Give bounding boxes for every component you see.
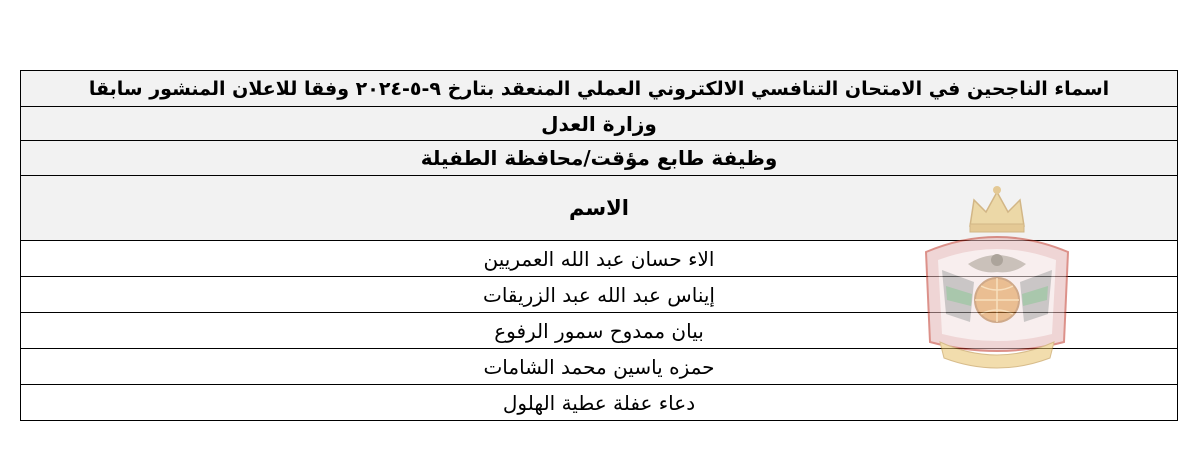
table-row [21,241,1178,277]
title-row [21,71,1178,107]
results-table [20,70,1178,421]
document-title: اسماء الناجحين في الامتحان التنافسي الالكتروني العملي المنعقد بتارخ ٩-٥-٢٠٢٤ وفقا للاعلان المنشور سابقا [21,71,1178,107]
job-row [21,141,1178,176]
name-cell: إيناس عبد الله عبد الزريقات [21,277,1178,313]
ministry-row [21,107,1178,141]
column-header-name: الاسم [21,176,1178,241]
name-cell: حمزه ياسين محمد الشامات [21,349,1178,385]
table-row [21,313,1178,349]
table-row [21,277,1178,313]
table-row [21,385,1178,421]
results-sheet [20,70,1178,421]
column-header-row [21,176,1178,241]
name-cell: بيان ممدوح سمور الرفوع [21,313,1178,349]
name-cell: الاء حسان عبد الله العمريين [21,241,1178,277]
table-row [21,349,1178,385]
job-title: وظيفة طابع مؤقت/محافظة الطفيلة [21,141,1178,176]
name-cell: دعاء عفلة عطية الهلول [21,385,1178,421]
ministry-name: وزارة العدل [21,107,1178,141]
